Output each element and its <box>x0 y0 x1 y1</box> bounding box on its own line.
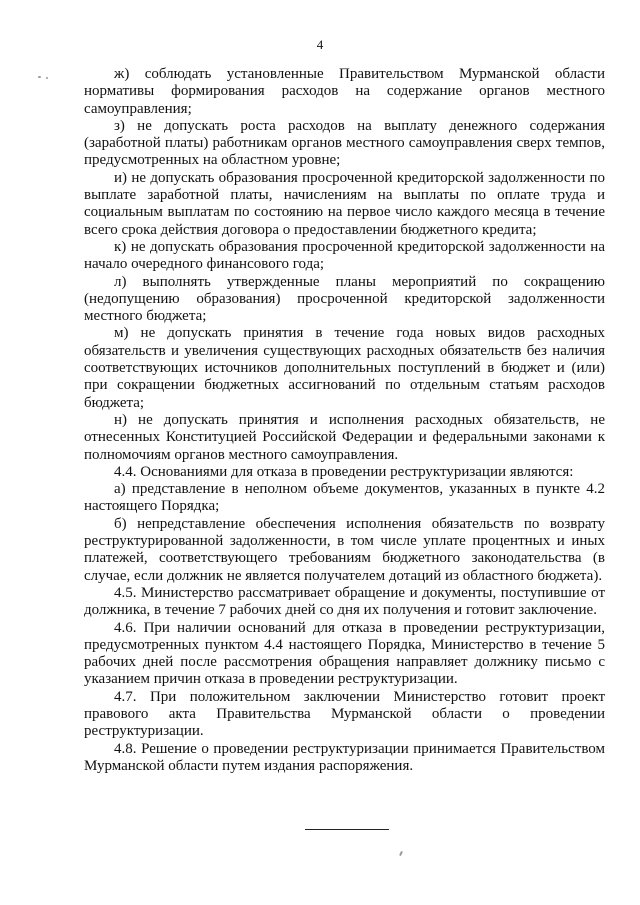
document-body <box>84 66 605 775</box>
paragraph-n: н) не допускать принятия и исполнения расходных обязательств, не отнесенных Конституцией Российской Федерации и федеральными законами к полномочиям органов местного самоуправления. <box>84 411 605 463</box>
paragraph-4-8: 4.8. Решение о проведении реструктуризации принимается Правительством Мурманской области путем издания распоряжения. <box>84 740 605 774</box>
paragraph-4-7: 4.7. При положительном заключении Министерство готовит проект правового акта Правительства Мурманской области о проведении реструктуризации. <box>84 688 605 740</box>
page-number: 4 <box>316 37 324 52</box>
paragraph-4-5: 4.5. Министерство рассматривает обращение и документы, поступившие от должника, в течение 7 рабочих дней со дня их получения и готовит заключение. <box>84 584 605 619</box>
scan-speck-bottom <box>399 851 403 856</box>
paragraph-zh: ж) соблюдать установленные Правительством Мурманской области нормативы формирования расходов на содержание органов местного самоуправления; <box>84 66 605 117</box>
paragraph-i: и) не допускать образования просроченной кредиторской задолженности по выплате заработной платы, начислениям на выплаты по оплате труда и социальным выплатам по состоянию на первое число каждого месяца в течение всего срока действия договора о предоставлении бюджетного кредита; <box>84 169 605 238</box>
paragraph-z: з) не допускать роста расходов на выплату денежного содержания (заработной платы) работникам органов местного самоуправления сверх темпов, предусмотренных на областном уровне; <box>84 117 605 169</box>
scan-speck-left <box>38 76 41 78</box>
paragraph-l: л) выполнять утвержденные планы мероприятий по сокращению (недопущению образования) просроченной кредиторской задолженности местного бюджета; <box>84 273 605 325</box>
paragraph-4-4: 4.4. Основаниями для отказа в проведении реструктуризации являются: <box>114 463 574 480</box>
paragraph-4-4-a: а) представление в неполном объеме документов, указанных в пункте 4.2 настоящего Порядка; <box>84 481 605 515</box>
paragraph-4-6: 4.6. При наличии оснований для отказа в проведении реструктуризации, предусмотренных пунктом 4.4 настоящего Порядка, Министерство в течение 5 рабочих дней после рассмотрения обращения направляет должнику письмо с указанием причин отказа в проведении реструктуризации. <box>84 619 605 688</box>
paragraph-k: к) не допускать образования просроченной кредиторской задолженности на начало очередного финансового года; <box>84 238 605 273</box>
paragraph-4-4-b: б) непредставление обеспечения исполнения обязательств по возврату реструктурированной задолженности, в том числе уплате процентных и иных платежей, соответствующего требованиям бюджетного законодательства (в случае, если должник не является получателем дотаций из областного бюджета). <box>84 515 605 584</box>
end-separator-line <box>305 829 389 830</box>
scan-speck-left-2 <box>46 77 48 79</box>
paragraph-m: м) не допускать принятия в течение года новых видов расходных обязательств и увеличения существующих расходных обязательств без наличия соответствующих источников дополнительных поступлений в бюджет и (или) при сокращении бюджетных ассигнований по отдельным статьям расходов бюджета; <box>84 325 605 411</box>
